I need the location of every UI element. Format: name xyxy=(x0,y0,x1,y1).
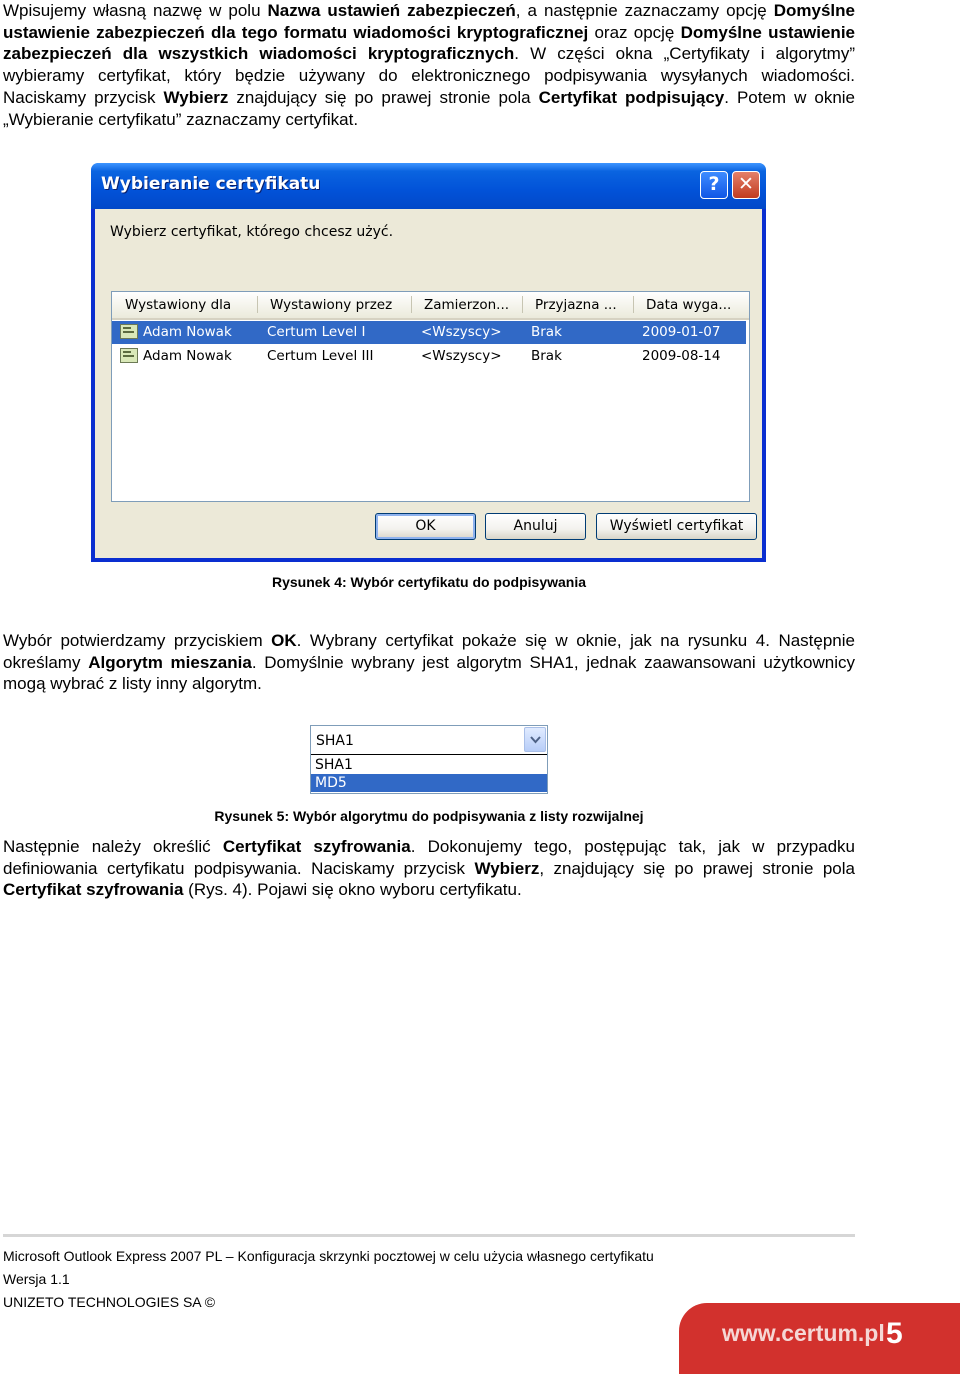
brand-url: www.certum.pl xyxy=(722,1320,885,1346)
paragraph-hash-algorithm xyxy=(3,630,855,695)
column-divider[interactable] xyxy=(411,296,412,313)
cell-issued-to: Adam Nowak xyxy=(143,324,232,340)
column-divider[interactable] xyxy=(633,296,634,313)
hash-algorithm-dropdown[interactable] xyxy=(310,725,548,794)
close-button[interactable] xyxy=(732,171,760,199)
certificate-dialog xyxy=(91,163,766,562)
column-divider[interactable] xyxy=(257,296,258,313)
page-number: 5 xyxy=(886,1317,903,1350)
column-header-issued-by[interactable]: Wystawiony przez xyxy=(270,297,393,313)
intro-paragraph xyxy=(3,0,855,130)
text-run: . Dokonujemy tego, postępując tak, jak w przypadku definiowania certyfikatu podpisywania. Naciskamy przycisk xyxy=(3,837,856,878)
footer-divider xyxy=(3,1234,855,1237)
cell-issued-by: Certum Level III xyxy=(267,348,374,364)
figure-4-caption: Rysunek 4: Wybór certyfikatu do podpisywania xyxy=(271,574,587,590)
bold-run: Wybierz xyxy=(163,87,229,107)
text-run: , znajdujący się po prawej stronie pola xyxy=(539,858,855,878)
cell-issued-by: Certum Level I xyxy=(267,324,366,340)
cell-issued-to: Adam Nowak xyxy=(143,348,232,364)
bold-run: OK xyxy=(271,631,297,650)
text-run: . W części okna „Certyfikaty i algorytmy” wybieramy certyfikat, który będzie używany do elektronicznego podpisywania wysyłanych wiadomości. Naciskamy przycisk xyxy=(3,44,855,107)
cell-purpose: <Wszyscy> xyxy=(421,324,502,340)
ok-button[interactable]: OK xyxy=(375,513,476,540)
column-header-purpose[interactable]: Zamierzon... xyxy=(424,297,510,313)
bold-run: Certyfikat szyfrowania xyxy=(222,837,411,856)
cell-friendly-name: Brak xyxy=(531,348,562,364)
footer-company: UNIZETO TECHNOLOGIES SA © xyxy=(3,1294,216,1310)
certificate-icon xyxy=(120,348,138,363)
text-run: . Potem w oknie „Wybieranie certyfikatu” zaznaczamy certyfikat. xyxy=(3,87,856,129)
bold-run: Domyślne ustawienie zabezpieczeń dla tego formatu wiadomości kryptograficznej xyxy=(3,1,855,42)
dialog-title: Wybieranie certyfikatu xyxy=(101,174,321,194)
footer-version: Wersja 1.1 xyxy=(3,1271,70,1287)
close-icon: ✕ xyxy=(738,173,754,195)
text-run: oraz opcję xyxy=(588,22,681,42)
column-header-issued-to[interactable]: Wystawiony dla xyxy=(125,297,232,313)
figure-5-caption: Rysunek 5: Wybór algorytmu do podpisywania z listy rozwijalnej xyxy=(214,808,644,824)
dropdown-option-sha1[interactable]: SHA1 xyxy=(315,757,353,773)
bold-run: Nazwa ustawień zabezpieczeń xyxy=(267,1,516,20)
dialog-prompt: Wybierz certyfikat, którego chcesz użyć. xyxy=(110,224,394,240)
bold-run: Algorytm mieszania xyxy=(88,652,252,672)
brand-banner xyxy=(679,1303,960,1374)
dropdown-value: SHA1 xyxy=(316,733,354,749)
text-run: Wpisujemy własną nazwę w polu xyxy=(3,1,268,20)
help-icon: ? xyxy=(708,173,720,195)
table-row[interactable] xyxy=(112,345,746,368)
text-run: znajdujący się po prawej stronie pola xyxy=(228,87,539,107)
text-run: Wybór potwierdzamy przyciskiem xyxy=(3,631,272,650)
list-header xyxy=(112,292,749,320)
certificate-icon xyxy=(120,324,138,339)
certificate-list[interactable] xyxy=(111,291,750,502)
column-divider[interactable] xyxy=(522,296,523,313)
dialog-titlebar[interactable] xyxy=(91,163,766,209)
cell-expiration: 2009-08-14 xyxy=(642,348,721,364)
cell-expiration: 2009-01-07 xyxy=(642,324,721,340)
help-button[interactable] xyxy=(700,171,728,199)
bold-run: Domyślne ustawienie zabezpieczeń dla wszystkich wiadomości kryptograficznych xyxy=(3,22,855,64)
paragraph-encryption-certificate xyxy=(3,836,855,901)
text-run: (Rys. 4). Pojawi się okno wyboru certyfikatu. xyxy=(183,880,522,900)
text-run: . Domyślnie wybrany jest algorytm SHA1, jednak zaawansowani użytkownicy mogą wybrać z listy inny algorytm. xyxy=(3,652,856,694)
view-certificate-button[interactable]: Wyświetl certyfikat xyxy=(596,513,757,540)
chevron-down-icon xyxy=(530,736,541,744)
cell-purpose: <Wszyscy> xyxy=(421,348,502,364)
dialog-client-area xyxy=(95,209,762,558)
cell-friendly-name: Brak xyxy=(531,324,562,340)
dropdown-option-md5[interactable]: MD5 xyxy=(311,774,547,792)
bold-run: Certyfikat podpisujący xyxy=(538,87,725,107)
cancel-button[interactable]: Anuluj xyxy=(485,513,586,540)
column-header-friendly-name[interactable]: Przyjazna ... xyxy=(535,297,617,313)
text-run: . Wybrany certyfikat pokaże się w oknie, jak na rysunku 4. Następnie określamy xyxy=(3,631,855,672)
dropdown-field[interactable] xyxy=(311,726,547,754)
dropdown-options-list xyxy=(311,754,547,794)
bold-run: Certyfikat szyfrowania xyxy=(3,880,184,900)
bold-run: Wybierz xyxy=(474,858,540,878)
dropdown-arrow-button[interactable] xyxy=(524,727,546,752)
column-header-expiration[interactable]: Data wyga... xyxy=(646,297,732,313)
footer-document-title: Microsoft Outlook Express 2007 PL – Konfiguracja skrzynki pocztowej w celu użycia własnego certyfikatu xyxy=(3,1248,654,1264)
text-run: , a następnie zaznaczamy opcję xyxy=(515,1,774,20)
text-run: Następnie należy określić xyxy=(3,837,223,856)
table-row[interactable] xyxy=(112,321,746,344)
